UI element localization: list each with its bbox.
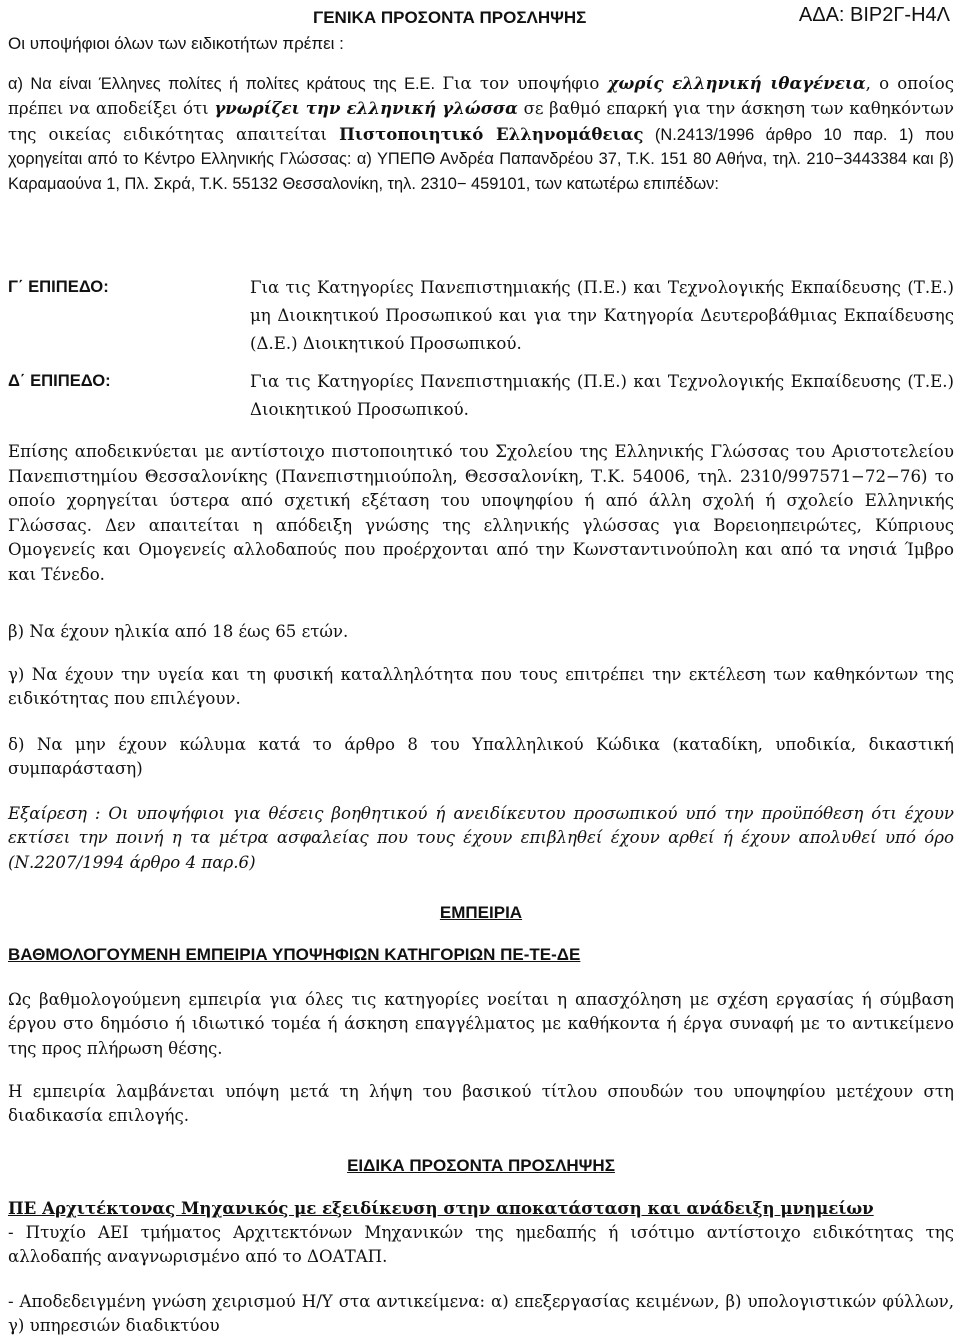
item-a-text-4: (Ν.2413/1996 άρθρο 10 παρ. 1) που χορηγείται από το Κέντρο Ελληνικής Γλώσσας: α) ΥΠΕΠΘ Ανδρέα Παπανδρέου 37, Τ.Κ. 151 80 Αθήνα, τηλ. 210−3443384 και β) Καραμαούνα 1, Πλ. Σκρά, Τ.Κ. 55132 Θεσσαλονίκη, τηλ. 2310− 459101, των κατωτέρω επιπέδων:	[8, 125, 954, 193]
level-c-text: Για τις Κατηγορίες Πανεπιστημιακής (Π.Ε.) και Τεχνολογικής Εκπαίδευσης (Τ.Ε.) μη Διοικητικού Προσωπικού και για την Κατηγορία Δευτεροβάθμιας Εκπαίδευσης (Δ.Ε.) Διοικητικού Προσωπικού.	[250, 278, 954, 353]
general-requirements-heading: ΓΕΝΙΚΑ ΠΡΟΣΟΝΤΑ ΠΡΟΣΛΗΨΗΣ	[313, 8, 587, 27]
item-a-bold-1: χωρίς ελληνική ιθαγένεια	[607, 73, 866, 93]
experience-subheading: ΒΑΘΜΟΛΟΓΟΥΜΕΝΗ ΕΜΠΕΙΡΙΑ ΥΠΟΨΗΦΙΩΝ ΚΑΤΗΓΟΡΙΩΝ ΠΕ-ΤΕ-ΔΕ	[8, 945, 581, 964]
item-b: β) Να έχουν ηλικία από 18 έως 65 ετών.	[8, 622, 349, 641]
special-position-title: ΠΕ Αρχιτέκτονας Μηχανικός με εξειδίκευση στην αποκατάσταση και ανάδειξη μνημείων	[8, 1198, 874, 1218]
level-c-label: Γ΄ ΕΠΙΠΕΔΟ:	[8, 277, 109, 296]
exception-paragraph: Εξαίρεση : Οι υποψήφιοι για θέσεις βοηθητικού ή ανειδίκευτου προσωπικού υπό την προϋπόθεση ότι έχουν εκτίσει την ποινή η τα μέτρα ασφαλείας που τους έχουν επιβληθεί έχουν αρθεί ή έχουν απολυθεί υπό όρο (Ν.2207/1994 άρθρο 4 παρ.6)	[8, 804, 954, 872]
item-a-paragraph	[8, 71, 954, 196]
special-requirement-1: - Πτυχίο ΑΕΙ τμήματος Αρχιτεκτόνων Μηχανικών της ημεδαπής ή ισότιμο αντίστοιχο ειδικότητας της αλλοδαπής αναγνωρισμένο από το ΔΟΑΤΑΠ.	[8, 1223, 954, 1267]
experience-paragraph-2: Η εμπειρία λαμβάνεται υπόψη μετά τη λήψη του βασικού τίτλου σπουδών του υποψηφίου μετέχουν στη διαδικασία επιλογής.	[8, 1082, 954, 1126]
item-a-text-3: σε βαθμό επαρκή για την άσκηση των καθηκόντων της οικείας ειδικότητας απαιτείται	[8, 99, 954, 144]
item-a-lead: α) Να είναι Έλληνες πολίτες ή πολίτες κράτους της Ε.Ε.	[8, 75, 443, 93]
experience-paragraph-1: Ως βαθμολογούμενη εμπειρία για όλες τις κατηγορίες νοείται η απασχόληση με σχέση εργασίας ή σύμβαση έργου στο δημόσιο ή ιδιωτικό τομέα ή άσκηση επαγγέλματος με καθήκοντα ή έργα συναφή με το αντικείμενο της προς πλήρωση θέσης.	[8, 990, 954, 1058]
item-d: δ) Να μην έχουν κώλυμα κατά το άρθρο 8 του Υπαλληλικού Κώδικα (καταδίκη, υποδικία, δικαστική συμπαράσταση)	[8, 735, 954, 779]
certificate-paragraph: Επίσης αποδεικνύεται με αντίστοιχο πιστοποιητικό του Σχολείου της Ελληνικής Γλώσσας του Αριστοτελείου Πανεπιστημίου Θεσσαλονίκης (Πανεπιστημιούπολη, Θεσσαλονίκη, Τ.Κ. 54006, τηλ. 2310/997571−72−76) το οποίο χορηγείται ύστερα από σχετική εξέταση του υποψηφίου ή από άλλη σχολή ή σχολείο Ελληνικής Γλώσσας. Δεν απαιτείται η απόδειξη γνώσης της ελληνικής γλώσσας για Βορειοηπειρώτες, Κύπριους Ομογενείς και Ομογενείς αλλοδαπούς που προέρχονται από την Κωνσταντινούπολη και από τα νησιά Ίμβρο και Τένεδο.	[8, 442, 954, 584]
ada-code: ΑΔΑ: ΒΙΡ2Γ-Η4Λ	[798, 4, 950, 26]
item-a-text-1: Για τον υποψήφιο	[442, 74, 608, 93]
level-d-text: Για τις Κατηγορίες Πανεπιστημιακής (Π.Ε.) και Τεχνολογικής Εκπαίδευσης (Τ.Ε.) Διοικητικού Προσωπικού.	[250, 372, 954, 419]
level-d-label: Δ΄ ΕΠΙΠΕΔΟ:	[8, 371, 111, 390]
experience-heading: ΕΜΠΕΙΡΙΑ	[439, 903, 523, 922]
special-requirements-heading: ΕΙΔΙΚΑ ΠΡΟΣΟΝΤΑ ΠΡΟΣΛΗΨΗΣ	[347, 1156, 615, 1175]
intro-line: Οι υποψήφιοι όλων των ειδικοτήτων πρέπει :	[8, 34, 344, 53]
item-a-text-2: , ο οποίος πρέπει να αποδείξει ότι	[8, 74, 954, 119]
special-requirement-2: - Αποδεδειγμένη γνώση χειρισμού Η/Υ στα αντικείμενα: α) επεξεργασίας κειμένων, β) υπολογιστικών φύλλων, γ) υπηρεσιών διαδικτύου	[8, 1292, 954, 1336]
item-a-bold-2: γνωρίζει την ελληνική γλώσσα	[214, 98, 518, 119]
item-c: γ) Να έχουν την υγεία και τη φυσική καταλληλότητα που τους επιτρέπει την εκτέλεση των καθηκόντων της ειδικότητας που επιλέγουν.	[8, 665, 954, 709]
item-a-bold-3: Πιστοποιητικό Ελληνομάθειας	[339, 123, 644, 144]
